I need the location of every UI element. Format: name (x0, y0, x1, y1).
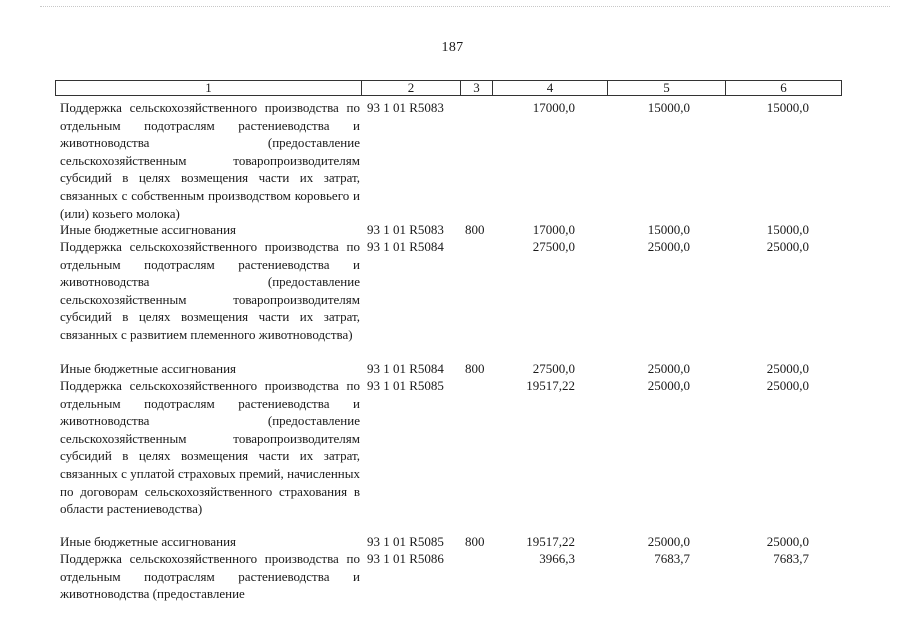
header-col-2: 2 (362, 81, 461, 96)
row-value-col6: 15000,0 (766, 222, 809, 237)
row-value-col4: 27500,0 (532, 239, 575, 254)
row-value-col6: 25000,0 (766, 239, 809, 254)
row-value-col5: 7683,7 (654, 551, 690, 566)
row-value-col4: 17000,0 (532, 100, 575, 115)
row-type: 800 (465, 222, 485, 237)
row-value-col5: 25000,0 (647, 361, 690, 376)
page-number: 187 (441, 40, 464, 55)
row-name: Поддержка сельскохозяйственного производства по отдельным подотраслям растениеводства и животноводства (предоставление (60, 551, 360, 602)
column-header-row (55, 80, 842, 96)
header-col-4: 4 (493, 81, 608, 96)
row-type: 800 (465, 361, 485, 376)
row-value-col4: 3966,3 (539, 551, 575, 566)
row-code: 93 1 01 R5083 (367, 222, 444, 237)
row-value-col4: 19517,22 (526, 534, 575, 549)
row-value-col6: 25000,0 (766, 534, 809, 549)
row-value-col4: 27500,0 (532, 361, 575, 376)
row-code: 93 1 01 R5083 (367, 100, 444, 115)
row-value-col6: 7683,7 (773, 551, 809, 566)
row-name: Поддержка сельскохозяйственного производства по отдельным подотраслям растениеводства и животноводства (предоставление сельскохозяйственным товаропроизводителям субсидий в целях возмещения части их затрат, связанных с уплатой страховых премий, начисленных по договорам сельскохозяйственного страхования в области растениеводства) (60, 378, 360, 517)
row-code: 93 1 01 R5085 (367, 378, 444, 393)
header-col-5: 5 (608, 81, 726, 96)
row-name: Поддержка сельскохозяйственного производства по отдельным подотраслям растениеводства и животноводства (предоставление сельскохозяйственным товаропроизводителям субсидий в целях возмещения части их затрат, связанных с развитием племенного животноводства) (60, 239, 360, 342)
row-code: 93 1 01 R5084 (367, 361, 444, 376)
row-value-col5: 25000,0 (647, 378, 690, 393)
row-code: 93 1 01 R5086 (367, 551, 444, 566)
row-value-col6: 25000,0 (766, 361, 809, 376)
row-value-col6: 15000,0 (766, 100, 809, 115)
row-name: Иные бюджетные ассигнования (60, 361, 237, 376)
header-col-1: 1 (56, 81, 362, 96)
header-col-6: 6 (726, 81, 842, 96)
row-name: Иные бюджетные ассигнования (60, 534, 237, 549)
row-code: 93 1 01 R5085 (367, 534, 444, 549)
row-name: Иные бюджетные ассигнования (60, 222, 237, 237)
row-name: Поддержка сельскохозяйственного производства по отдельным подотраслям растениеводства и животноводства (предоставление сельскохозяйственным товаропроизводителям субсидий в целях возмещения части их затрат, связанных с собственным производством коровьего и (или) козьего молока) (60, 100, 360, 221)
scan-artifact-line (40, 6, 890, 8)
row-value-col5: 15000,0 (647, 100, 690, 115)
header-col-3: 3 (461, 81, 493, 96)
row-value-col6: 25000,0 (766, 378, 809, 393)
row-value-col5: 25000,0 (647, 239, 690, 254)
row-value-col5: 25000,0 (647, 534, 690, 549)
row-value-col4: 17000,0 (532, 222, 575, 237)
row-value-col5: 15000,0 (647, 222, 690, 237)
row-value-col4: 19517,22 (526, 378, 575, 393)
row-type: 800 (465, 534, 485, 549)
row-code: 93 1 01 R5084 (367, 239, 444, 254)
